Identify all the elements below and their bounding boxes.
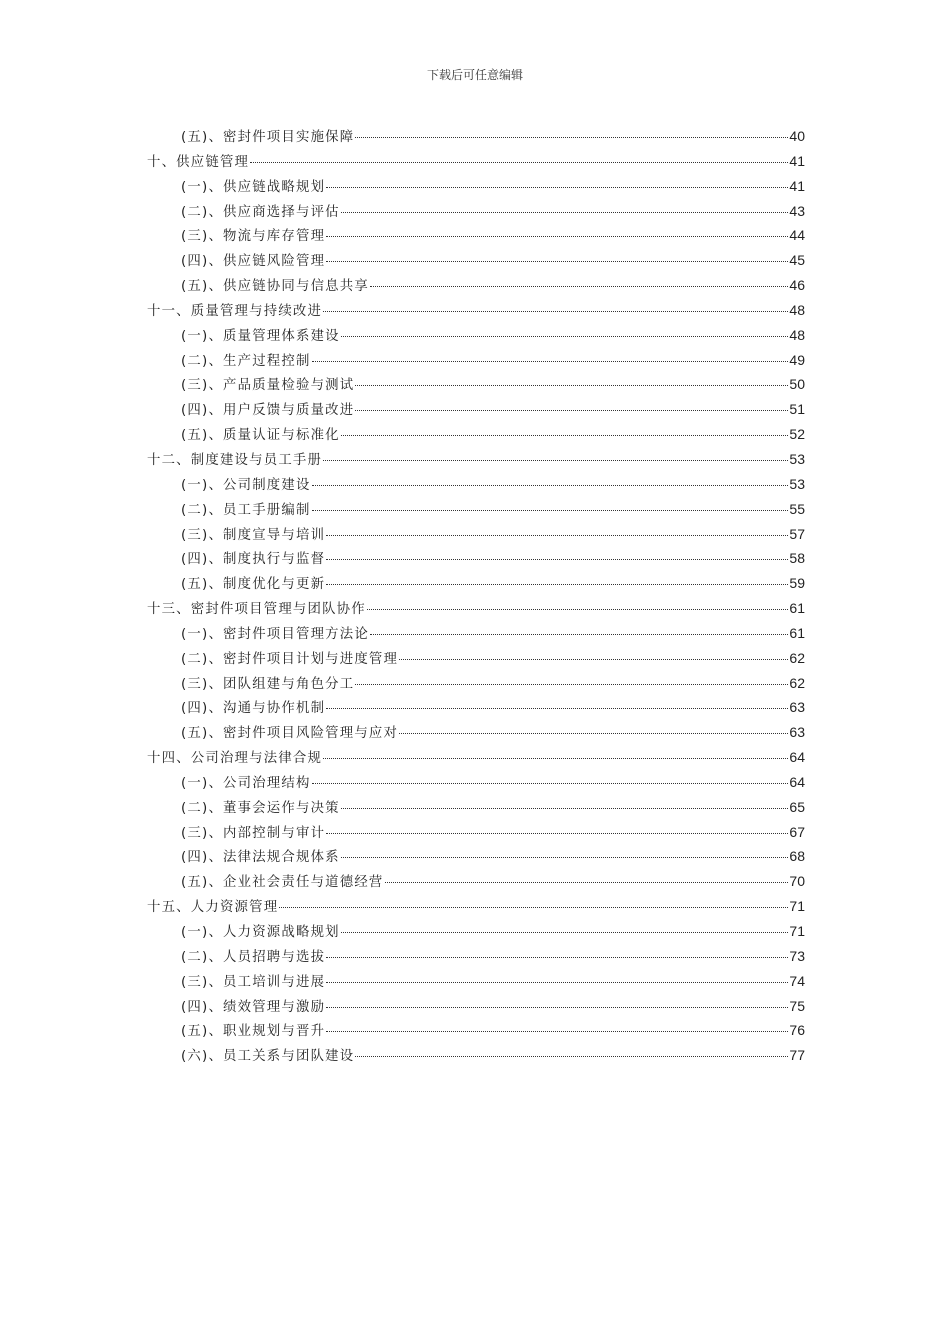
toc-entry-page-number: 59	[789, 575, 805, 592]
toc-entry-page-number: 71	[789, 923, 805, 939]
toc-entry[interactable]	[147, 176, 805, 201]
toc-dot-leader	[312, 485, 789, 486]
toc-entry[interactable]	[147, 250, 805, 275]
toc-entry[interactable]	[147, 946, 805, 971]
toc-entry-title: (二)、密封件项目计划与进度管理	[181, 651, 399, 667]
toc-entry-title: (五)、企业社会责任与道德经营	[181, 875, 384, 891]
toc-entry-page-number: 41	[789, 177, 805, 194]
toc-entry-title: (一)、质量管理体系建设	[181, 328, 340, 344]
toc-entry-page-number: 44	[789, 227, 805, 244]
toc-dot-leader	[326, 708, 788, 709]
toc-dot-leader	[341, 212, 789, 213]
toc-entry-title: (五)、密封件项目实施保障	[181, 130, 355, 145]
toc-entry-title: (一)、公司治理结构	[181, 775, 311, 791]
toc-entry-page-number: 65	[789, 798, 805, 815]
toc-dot-leader	[323, 311, 788, 312]
toc-dot-leader	[341, 932, 789, 933]
toc-entry-title: (三)、内部控制与审计	[181, 825, 326, 841]
toc-entry-page-number: 51	[789, 401, 805, 418]
toc-entry[interactable]	[147, 747, 805, 772]
toc-entry[interactable]	[147, 399, 805, 424]
toc-dot-leader	[326, 982, 788, 983]
toc-entry-title: 十四、公司治理与法律合规	[147, 751, 323, 767]
toc-entry[interactable]	[147, 350, 805, 375]
toc-entry-title: (二)、人员招聘与选拔	[181, 949, 326, 965]
toc-entry-title: (四)、用户反馈与质量改进	[181, 403, 355, 419]
toc-dot-leader	[355, 385, 788, 386]
toc-entry-page-number: 76	[789, 1022, 805, 1039]
toc-entry[interactable]	[147, 598, 805, 623]
toc-entry-title: (一)、人力资源战略规划	[181, 925, 340, 940]
toc-dot-leader	[326, 236, 788, 237]
toc-entry-page-number: 77	[789, 1047, 805, 1064]
toc-entry-title: (三)、团队组建与角色分工	[181, 676, 355, 692]
toc-dot-leader	[326, 1031, 788, 1032]
toc-entry[interactable]	[147, 971, 805, 996]
toc-entry[interactable]	[147, 524, 805, 549]
toc-entry[interactable]	[147, 374, 805, 399]
toc-entry-page-number: 64	[789, 749, 805, 766]
toc-entry[interactable]	[147, 648, 805, 673]
toc-entry[interactable]	[147, 300, 805, 325]
toc-entry-title: (二)、员工手册编制	[181, 502, 311, 518]
toc-entry-page-number: 41	[789, 152, 805, 169]
toc-entry-page-number: 57	[789, 525, 805, 542]
toc-dot-leader	[326, 584, 788, 585]
toc-entry-title: (四)、制度执行与监督	[181, 552, 326, 568]
toc-entry-page-number: 49	[789, 351, 805, 368]
toc-entry[interactable]	[147, 474, 805, 499]
toc-entry-page-number: 61	[789, 624, 805, 641]
toc-dot-leader	[355, 1056, 788, 1057]
toc-entry[interactable]	[147, 126, 805, 151]
toc-entry-title: (五)、制度优化与更新	[181, 577, 326, 593]
toc-entry[interactable]	[147, 846, 805, 871]
toc-entry[interactable]	[147, 697, 805, 722]
toc-entry-page-number: 53	[789, 475, 805, 492]
toc-entry[interactable]	[147, 822, 805, 847]
toc-entry-page-number: 73	[789, 947, 805, 964]
toc-dot-leader	[250, 162, 788, 163]
toc-entry-title: (五)、职业规划与晋升	[181, 1024, 326, 1040]
toc-entry-page-number: 46	[789, 277, 805, 294]
toc-entry-title: (五)、质量认证与标准化	[181, 428, 340, 444]
toc-dot-leader	[323, 460, 788, 461]
toc-entry-page-number: 50	[789, 376, 805, 393]
toc-entry[interactable]	[147, 673, 805, 698]
toc-entry-page-number: 58	[789, 550, 805, 567]
toc-entry[interactable]	[147, 573, 805, 598]
toc-entry-title: (三)、制度宣导与培训	[181, 527, 326, 543]
toc-entry-title: (一)、公司制度建设	[181, 477, 311, 493]
toc-dot-leader	[341, 808, 789, 809]
toc-entry[interactable]	[147, 921, 805, 946]
toc-dot-leader	[341, 435, 789, 436]
toc-entry-title: (五)、供应链协同与信息共享	[181, 279, 369, 295]
toc-entry[interactable]	[147, 797, 805, 822]
toc-dot-leader	[370, 634, 788, 635]
toc-entry-title: (五)、密封件项目风险管理与应对	[181, 726, 399, 742]
toc-dot-leader	[385, 882, 789, 883]
toc-entry-page-number: 53	[789, 450, 805, 467]
toc-entry-title: 十五、人力资源管理	[147, 900, 279, 916]
toc-dot-leader	[355, 684, 788, 685]
toc-entry[interactable]	[147, 225, 805, 250]
toc-entry-page-number: 43	[789, 202, 805, 219]
toc-entry-page-number: 62	[789, 649, 805, 666]
toc-dot-leader	[326, 187, 788, 188]
toc-entry-page-number: 71	[789, 898, 805, 915]
toc-entry-title: (六)、员工关系与团队建设	[181, 1049, 355, 1065]
toc-entry[interactable]	[147, 722, 805, 747]
toc-dot-leader	[312, 361, 789, 362]
toc-entry[interactable]	[147, 499, 805, 524]
toc-entry-page-number: 70	[789, 873, 805, 890]
toc-entry-title: (一)、密封件项目管理方法论	[181, 626, 369, 642]
toc-dot-leader	[341, 857, 789, 858]
toc-entry-title: (四)、沟通与协作机制	[181, 701, 326, 717]
toc-entry[interactable]	[147, 1020, 805, 1045]
toc-dot-leader	[367, 609, 789, 610]
toc-dot-leader	[355, 137, 788, 138]
toc-entry-page-number: 63	[789, 699, 805, 716]
toc-entry-title: (三)、员工培训与进展	[181, 974, 326, 990]
toc-dot-leader	[279, 907, 788, 908]
toc-entry-page-number: 74	[789, 972, 805, 989]
toc-dot-leader	[312, 510, 789, 511]
toc-entry[interactable]	[147, 151, 805, 176]
toc-dot-leader	[326, 1007, 788, 1008]
toc-entry-page-number: 61	[789, 600, 805, 617]
toc-dot-leader	[326, 535, 788, 536]
toc-entry[interactable]	[147, 275, 805, 300]
toc-entry-title: (四)、供应链风险管理	[181, 254, 326, 270]
toc-entry[interactable]	[147, 449, 805, 474]
toc-dot-leader	[399, 733, 788, 734]
toc-dot-leader	[326, 261, 788, 262]
toc-entry[interactable]	[147, 772, 805, 797]
toc-entry[interactable]	[147, 871, 805, 896]
toc-entry-page-number: 68	[789, 848, 805, 865]
toc-entry[interactable]	[147, 201, 805, 226]
toc-entry-page-number: 45	[789, 252, 805, 269]
toc-entry-page-number: 75	[789, 997, 805, 1014]
toc-entry-title: (四)、法律法规合规体系	[181, 850, 340, 866]
toc-entry-title: 十一、质量管理与持续改进	[147, 303, 323, 319]
toc-dot-leader	[323, 758, 788, 759]
toc-entry[interactable]	[147, 325, 805, 350]
toc-entry-page-number: 64	[789, 773, 805, 790]
toc-entry-title: 十三、密封件项目管理与团队协作	[147, 602, 366, 618]
toc-dot-leader	[370, 286, 788, 287]
toc-dot-leader	[399, 659, 788, 660]
toc-dot-leader	[355, 410, 788, 411]
toc-entry-title: 十、供应链管理	[147, 154, 250, 170]
toc-dot-leader	[312, 783, 789, 784]
page-header: 下载后可任意编辑	[426, 68, 523, 82]
toc-dot-leader	[341, 336, 789, 337]
toc-entry-page-number: 48	[789, 326, 805, 343]
toc-entry[interactable]	[147, 896, 805, 921]
toc-entry-title: (四)、绩效管理与激励	[181, 999, 326, 1015]
toc-entry-title: (二)、生产过程控制	[181, 353, 311, 369]
toc-entry-page-number: 52	[789, 426, 805, 443]
toc-entry-page-number: 40	[789, 128, 805, 144]
toc-dot-leader	[326, 559, 788, 560]
toc-entry-page-number: 55	[789, 500, 805, 517]
toc-dot-leader	[326, 833, 788, 834]
toc-entry-title: (二)、董事会运作与决策	[181, 800, 340, 816]
toc-entry-page-number: 63	[789, 724, 805, 741]
toc-entry-page-number: 67	[789, 823, 805, 840]
toc-entry-title: 十二、制度建设与员工手册	[147, 452, 323, 468]
toc-dot-leader	[326, 957, 788, 958]
toc-entry[interactable]	[147, 424, 805, 449]
toc-entry-page-number: 62	[789, 674, 805, 691]
toc-entry[interactable]	[147, 623, 805, 648]
toc-entry[interactable]	[147, 1045, 805, 1070]
toc-entry-title: (一)、供应链战略规划	[181, 179, 326, 195]
toc-entry-title: (二)、供应商选择与评估	[181, 204, 340, 220]
toc-entry-title: (三)、产品质量检验与测试	[181, 378, 355, 394]
toc-entry[interactable]	[147, 996, 805, 1021]
toc-entry-title: (三)、物流与库存管理	[181, 229, 326, 245]
toc-entry[interactable]	[147, 548, 805, 573]
toc-entry-page-number: 48	[789, 301, 805, 318]
table-of-contents	[147, 126, 805, 1070]
